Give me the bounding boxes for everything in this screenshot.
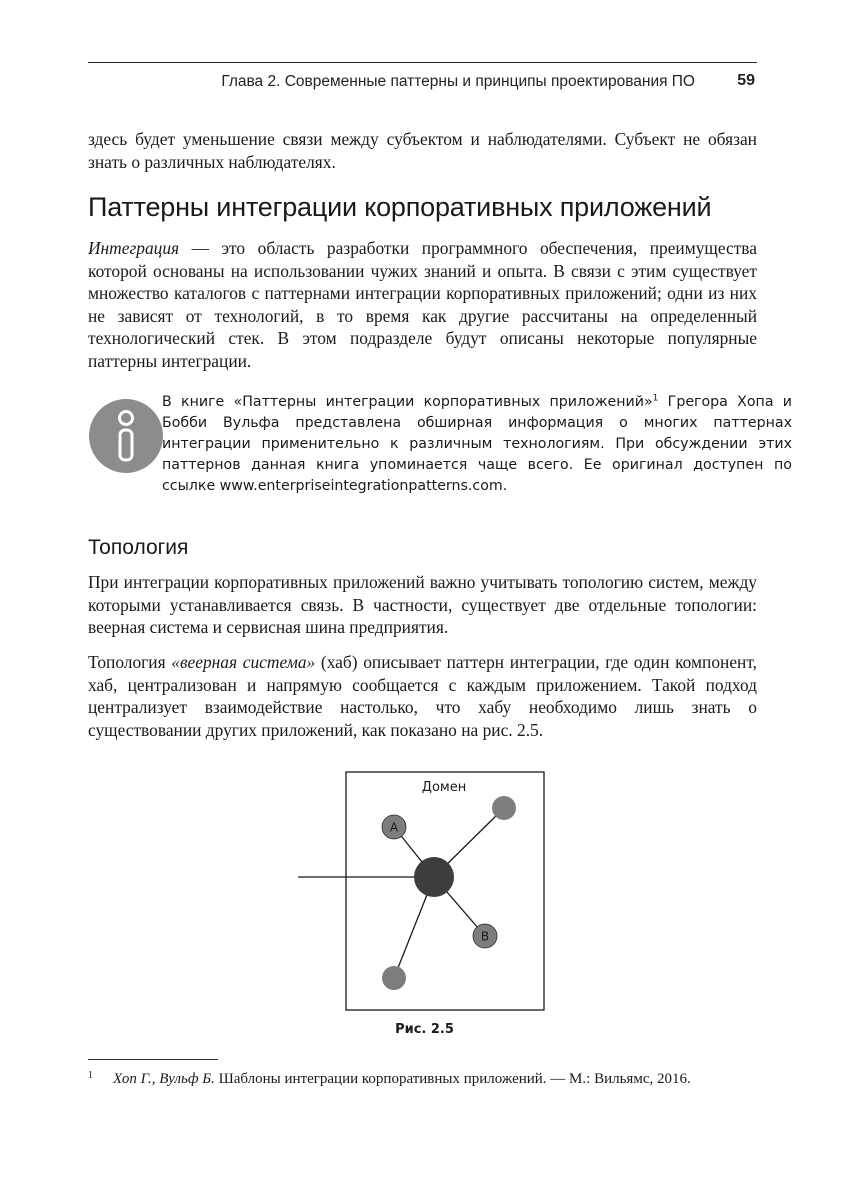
chapter-title: Глава 2. Современные паттерны и принципы проектирования ПО	[221, 73, 695, 90]
node-b-label: B	[480, 929, 490, 944]
footnote-rule	[88, 1059, 218, 1060]
footnote-mark: 1	[88, 1070, 93, 1081]
hub-term: «веерная система»	[171, 652, 316, 672]
note-text-part: Грегора Хопа и Бобби Вульфа представлена обширная информация о многих паттернах интеграции применительно к различным технологиям. При обсуждении этих паттернов данная книга упоминается чаще всего. Ее оригинал доступен по ссылке www.enterpriseintegrationpatterns.com.	[162, 394, 793, 494]
note-text-part: В книге «Паттерны интеграции корпоративных приложений»	[162, 394, 653, 410]
hub-paragraph	[88, 651, 757, 741]
node-a-label: A	[389, 820, 399, 835]
integration-term: Интеграция	[88, 238, 180, 258]
node-top-right	[492, 796, 516, 820]
hub-text: Топология	[88, 652, 172, 672]
info-note	[88, 392, 793, 502]
info-icon	[88, 398, 164, 474]
topology-paragraph: При интеграции корпоративных приложений важно учитывать топологию систем, между которыми устанавливается связь. В частности, существует две отдельные топологии: веерная система и сервисная шина предприятия.	[88, 572, 757, 637]
footnote-text: Шаблоны интеграции корпоративных приложений. — М.: Вильямс, 2016.	[214, 1071, 691, 1087]
integration-paragraph	[88, 237, 757, 372]
figure-caption: Рис. 2.5	[395, 1022, 454, 1037]
footnote	[88, 1069, 757, 1091]
domain-label: Домен	[421, 780, 467, 795]
hub-node	[414, 857, 454, 897]
intro-paragraph: здесь будет уменьшение связи между субъектом и наблюдателями. Субъект не обязан знать о различных наблюдателях.	[88, 129, 757, 172]
subsection-title: Топология	[88, 536, 189, 559]
hub-text: (хаб) описывает паттерн интеграции, где один компонент, хаб, централизован и напрямую сообщается с каждым приложением. Такой подход централизует взаимодействие настолько, что хабу необходимо лишь знать о существовании других приложений, как показано на рис. 2.5.	[88, 652, 757, 740]
integration-text: — это область разработки программного обеспечения, преимущества которой основаны на использовании чужих знаний и опыта. В связи с этим существует множество каталогов с паттернами интеграции корпоративных приложений; одни из них не зависят от технологий, в то время как другие рассчитаны на определенный технологический стек. В этом подразделе будут описаны некоторые популярные паттерны интеграции.	[88, 238, 757, 371]
node-bottom-left	[382, 966, 406, 990]
page-number: 59	[737, 72, 755, 89]
running-head	[88, 62, 757, 90]
hub-topology-diagram	[296, 770, 552, 1015]
footnote-ref[interactable]: 1	[652, 393, 659, 404]
footnote-authors: Хоп Г., Вульф Б.	[113, 1071, 215, 1087]
note-text	[162, 392, 792, 497]
section-title: Паттерны интеграции корпоративных приложений	[88, 192, 712, 222]
